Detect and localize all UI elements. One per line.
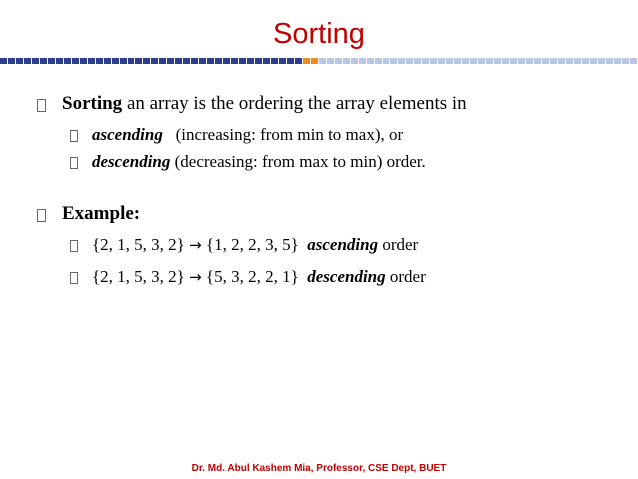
bullet-square-icon bbox=[37, 99, 46, 112]
divider-segment bbox=[223, 58, 230, 64]
example-suffix: order bbox=[385, 267, 426, 286]
divider-segment bbox=[526, 58, 533, 64]
divider-segment bbox=[24, 58, 31, 64]
divider-segment bbox=[542, 58, 549, 64]
divider-segment bbox=[72, 58, 79, 64]
divider-segment bbox=[502, 58, 509, 64]
divider-segment bbox=[598, 58, 605, 64]
divider-segment bbox=[231, 58, 238, 64]
divider-segment bbox=[271, 58, 278, 64]
descending-description: (decreasing: from max to min) order. bbox=[170, 152, 426, 171]
divider-segment bbox=[406, 58, 413, 64]
divider-segment bbox=[510, 58, 517, 64]
divider-segment bbox=[335, 58, 342, 64]
divider-segment bbox=[534, 58, 541, 64]
divider-segment bbox=[414, 58, 421, 64]
divider-segment bbox=[566, 58, 573, 64]
example-ascending bbox=[92, 235, 418, 255]
example-output: {5, 3, 2, 2, 1} bbox=[205, 267, 299, 286]
divider-segment bbox=[486, 58, 493, 64]
definition-bullet bbox=[62, 93, 467, 115]
bullet-square-icon bbox=[37, 209, 46, 222]
example-heading bbox=[62, 203, 140, 225]
sub-bullet-square-icon bbox=[70, 240, 78, 252]
divider-segment bbox=[383, 58, 390, 64]
divider-segment bbox=[32, 58, 39, 64]
divider-segment bbox=[191, 58, 198, 64]
sub-bullet-square-icon bbox=[70, 157, 78, 169]
divider-segment bbox=[279, 58, 286, 64]
divider-segment bbox=[16, 58, 23, 64]
right-arrow-icon: → bbox=[189, 236, 202, 254]
divider-segment bbox=[183, 58, 190, 64]
divider-segment bbox=[303, 58, 310, 64]
slide-title: Sorting bbox=[273, 18, 365, 50]
divider-segment bbox=[351, 58, 358, 64]
divider-segment bbox=[159, 58, 166, 64]
divider-segment bbox=[120, 58, 127, 64]
divider-segment bbox=[104, 58, 111, 64]
divider-segment bbox=[88, 58, 95, 64]
example-label: Example: bbox=[62, 203, 141, 224]
divider-segment bbox=[390, 58, 397, 64]
divider-segment bbox=[375, 58, 382, 64]
divider-segment bbox=[96, 58, 103, 64]
divider-segment bbox=[446, 58, 453, 64]
ascending-description: (increasing: from min to max), or bbox=[162, 125, 404, 144]
divider-segment bbox=[518, 58, 525, 64]
example-input: {2, 1, 5, 3, 2} bbox=[92, 235, 185, 254]
divider-segment bbox=[343, 58, 350, 64]
divider-segment bbox=[247, 58, 254, 64]
divider-segment bbox=[367, 58, 374, 64]
example-descending bbox=[92, 267, 426, 287]
divider-segment bbox=[64, 58, 71, 64]
divider-segment bbox=[422, 58, 429, 64]
divider-segment bbox=[438, 58, 445, 64]
example-output: {1, 2, 2, 3, 5} bbox=[205, 235, 299, 254]
divider-segment bbox=[48, 58, 55, 64]
divider-segment bbox=[630, 58, 637, 64]
example-suffix: order bbox=[378, 235, 419, 254]
divider-segment bbox=[614, 58, 621, 64]
divider-segment bbox=[215, 58, 222, 64]
divider-segment bbox=[478, 58, 485, 64]
divider-segment bbox=[40, 58, 47, 64]
divider-segment bbox=[287, 58, 294, 64]
divider-segment bbox=[558, 58, 565, 64]
divider-segment bbox=[494, 58, 501, 64]
divider-segment bbox=[167, 58, 174, 64]
term-ascending: ascending bbox=[92, 125, 163, 144]
title-divider-bar bbox=[0, 58, 638, 64]
divider-segment bbox=[311, 58, 318, 64]
divider-segment bbox=[151, 58, 158, 64]
divider-segment bbox=[327, 58, 334, 64]
divider-segment bbox=[199, 58, 206, 64]
divider-segment bbox=[622, 58, 629, 64]
divider-segment bbox=[8, 58, 15, 64]
sub-bullet-square-icon bbox=[70, 272, 78, 284]
divider-segment bbox=[239, 58, 246, 64]
divider-segment bbox=[462, 58, 469, 64]
divider-segment bbox=[606, 58, 613, 64]
definition-text: an array is the ordering the array elements in bbox=[122, 93, 467, 114]
divider-segment bbox=[470, 58, 477, 64]
example-term: ascending bbox=[307, 235, 379, 254]
divider-segment bbox=[550, 58, 557, 64]
sub-bullet-square-icon bbox=[70, 130, 78, 142]
divider-segment bbox=[135, 58, 142, 64]
divider-segment bbox=[590, 58, 597, 64]
divider-segment bbox=[80, 58, 87, 64]
divider-segment bbox=[112, 58, 119, 64]
ascending-definition bbox=[92, 125, 403, 145]
divider-segment bbox=[319, 58, 326, 64]
example-input: {2, 1, 5, 3, 2} bbox=[92, 267, 185, 286]
term-sorting: Sorting bbox=[62, 93, 123, 114]
divider-segment bbox=[0, 58, 7, 64]
divider-segment bbox=[582, 58, 589, 64]
right-arrow-icon: → bbox=[189, 268, 202, 286]
example-term: descending bbox=[307, 267, 386, 286]
term-descending: descending bbox=[92, 152, 171, 171]
divider-segment bbox=[175, 58, 182, 64]
divider-segment bbox=[398, 58, 405, 64]
divider-segment bbox=[454, 58, 461, 64]
divider-segment bbox=[430, 58, 437, 64]
divider-segment bbox=[207, 58, 214, 64]
divider-segment bbox=[143, 58, 150, 64]
divider-segment bbox=[128, 58, 135, 64]
divider-segment bbox=[359, 58, 366, 64]
divider-segment bbox=[255, 58, 262, 64]
divider-segment bbox=[263, 58, 270, 64]
slide-footer: Dr. Md. Abul Kashem Mia, Professor, CSE Dept, BUET bbox=[191, 463, 447, 474]
divider-segment bbox=[56, 58, 63, 64]
divider-segment bbox=[574, 58, 581, 64]
descending-definition bbox=[92, 152, 426, 172]
divider-segment bbox=[295, 58, 302, 64]
